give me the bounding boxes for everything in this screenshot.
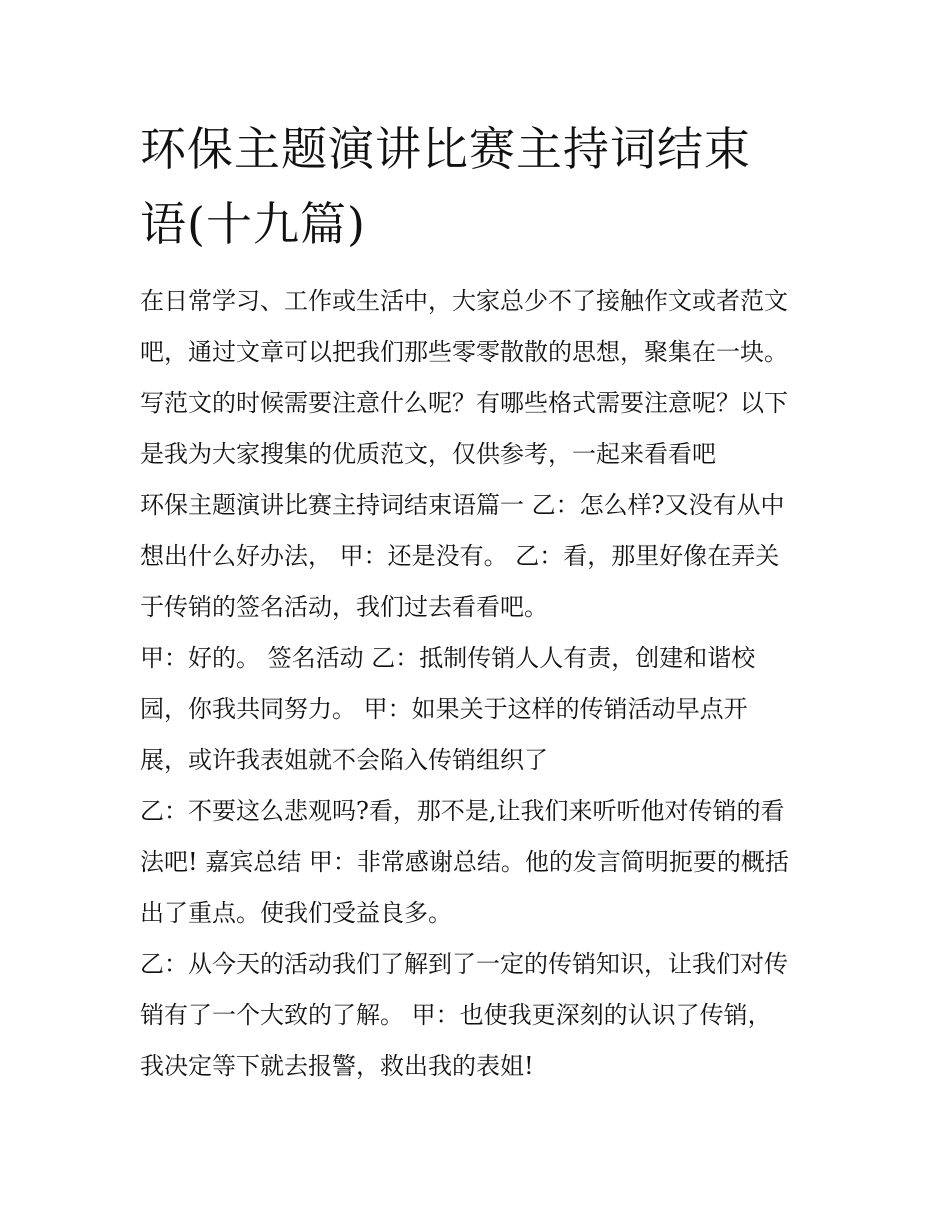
body-line: 于传销的签名活动，我们过去看看吧。 bbox=[140, 593, 548, 621]
body-line: 甲：好的。 签名活动 乙：抵制传销人人有责，创建和谐校 bbox=[140, 644, 756, 672]
body-line: 我决定等下就去报警，救出我的表姐! bbox=[140, 1052, 534, 1080]
document-body bbox=[140, 276, 830, 1092]
body-line: 出了重点。使我们受益良多。 bbox=[140, 899, 452, 927]
body-line: 想出什么好办法， 甲：还是没有。 乙：看，那里好像在弄关 bbox=[140, 542, 780, 570]
body-line: 在日常学习、工作或生活中，大家总少不了接触作文或者范文 bbox=[140, 287, 788, 315]
body-line: 写范文的时候需要注意什么呢？有哪些格式需要注意呢？以下 bbox=[140, 389, 788, 417]
body-line: 法吧! 嘉宾总结 甲：非常感谢总结。他的发言简明扼要的概括 bbox=[140, 848, 789, 876]
body-line: 园，你我共同努力。 甲：如果关于这样的传销活动早点开 bbox=[140, 695, 748, 723]
body-line: 吧，通过文章可以把我们那些零零散散的思想，聚集在一块。 bbox=[140, 338, 788, 366]
body-line: 环保主题演讲比赛主持词结束语篇一 乙：怎么样?又没有从中 bbox=[140, 491, 785, 519]
body-line: 是我为大家搜集的优质范文，仅供参考，一起来看看吧 bbox=[140, 440, 716, 468]
body-line: 乙：从今天的活动我们了解到了一定的传销知识，让我们对传 bbox=[140, 950, 788, 978]
body-line: 乙：不要这么悲观吗?看，那不是,让我们来听听他对传销的看 bbox=[140, 797, 785, 825]
title-line: 语(十九篇) bbox=[140, 197, 366, 251]
title-line: 环保主题演讲比赛主持词结束 bbox=[140, 122, 751, 176]
body-line: 销有了一个大致的了解。 甲：也使我更深刻的认识了传销， bbox=[140, 1001, 772, 1029]
body-line: 展，或许我表姐就不会陷入传销组织了 bbox=[140, 746, 548, 774]
document-title bbox=[140, 112, 820, 262]
